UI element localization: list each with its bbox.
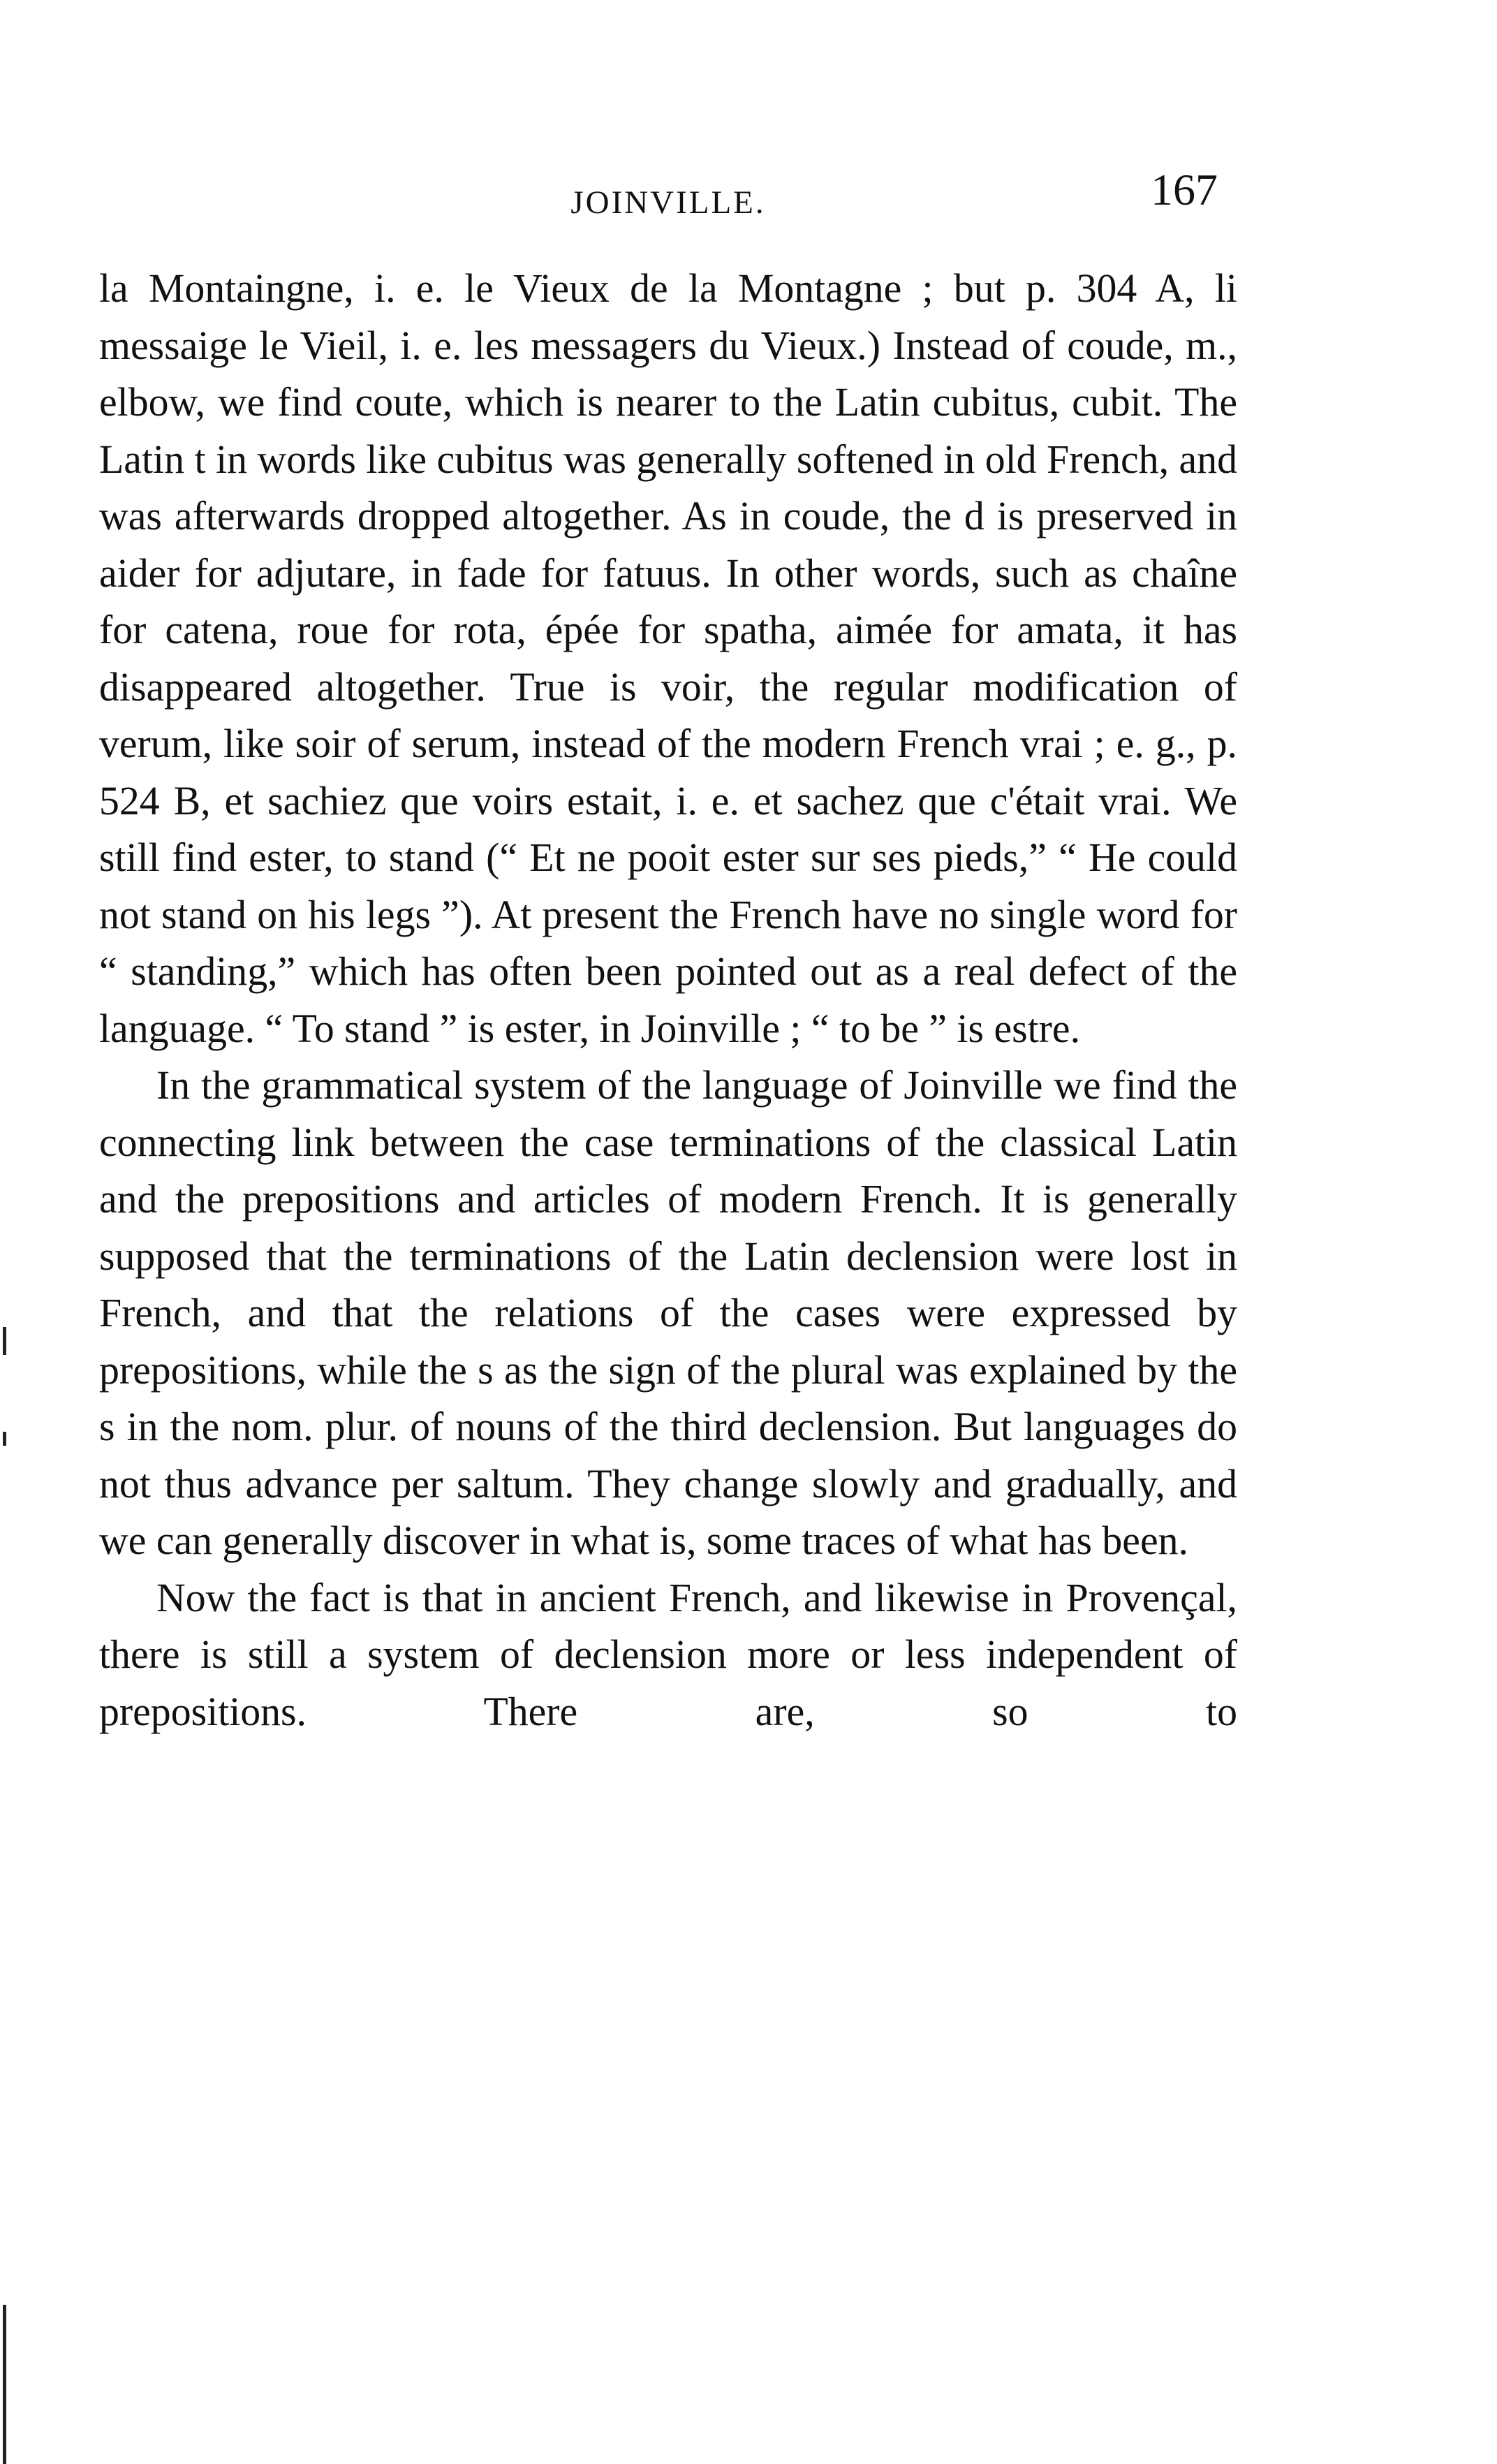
page-number: 167: [1151, 165, 1218, 214]
scan-edge-mark: [3, 1432, 6, 1446]
running-title: JOINVILLE.: [570, 184, 766, 221]
scan-edge-mark: [3, 2305, 6, 2464]
scan-edge-mark: [3, 1327, 6, 1355]
body-text: [99, 260, 1237, 1740]
paragraph: Now the fact is that in ancient French, and likewise in Provençal, there is still a system of declension more or less independent of prepositions. There are, so to: [99, 1574, 1237, 1734]
paragraph: In the grammatical system of the language of Joinville we find the connecting link between the case terminations of the classical Latin and the prepositions and articles of modern French. It is generally supposed that the terminations of the Latin declension were lost in French, and that the relations of the cases were expressed by prepositions, while the s as the sign of the plural was explained by the s in the nom. plur. of nouns of the third declension. But languages do not thus advance per saltum. They change slowly and gradually, and we can generally discover in what is, some traces of what has been.: [99, 1062, 1237, 1563]
paragraph: la Montaingne, i. e. le Vieux de la Montagne ; but p. 304 A, li messaige le Vieil, i. e. les messagers du Vieux.) Instead of coude, m., elbow, we find coute, which is nearer to the Latin cubitus, cubit. The Latin t in words like cubitus was generally softened in old French, and was afterwards dropped altogether. As in coude, the d is preserved in aider for adjutare, in fade for fatuus. In other words, such as chaîne for catena, roue for rota, épée for spatha, aimée for amata, it has disappeared altogether. True is voir, the regular modification of verum, like soir of serum, instead of the modern French vrai ; e. g., p. 524 B, et sachiez que voirs estait, i. e. et sachez que c'était vrai. We still find ester, to stand (“ Et ne pooit ester sur ses pieds,” “ He could not stand on his legs ”). At present the French have no single word for “ standing,” which has often been pointed out as a real defect of the language. “ To stand ” is ester, in Joinville ; “ to be ” is estre.: [99, 265, 1237, 1051]
page-header: [99, 164, 1237, 227]
